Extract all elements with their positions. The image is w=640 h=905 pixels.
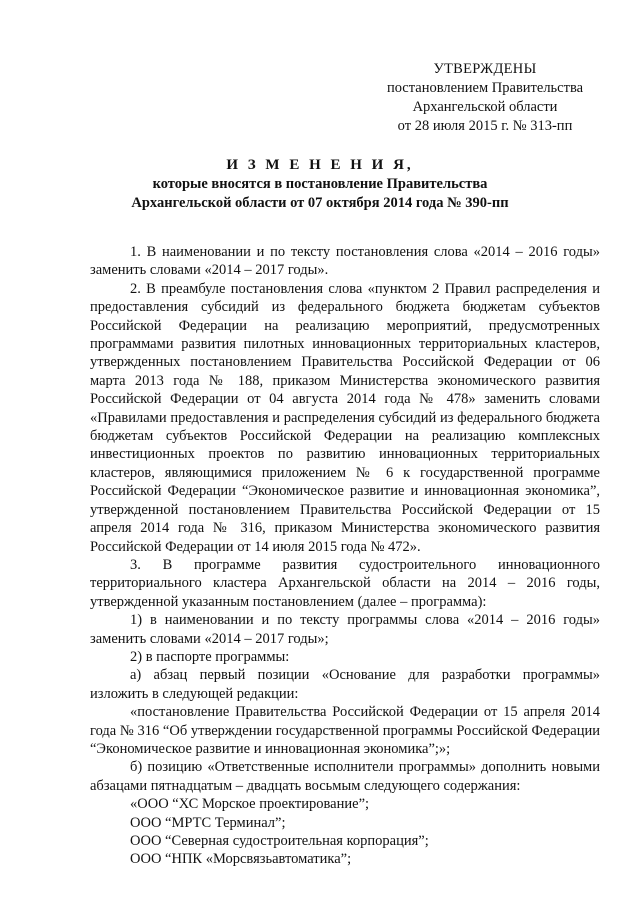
approval-line: Архангельской области [412,99,558,115]
approval-line: постановлением Правительства [386,80,584,96]
approval-title: УТВЕРЖДЕНЫ [433,61,537,77]
list-item: ООО “НПК «Морсвязьавтоматика”; [130,851,352,868]
paragraph: 2. В преамбуле постановления слова «пунктом 2 Правил распределения и предоставления субсидий из федерального бюджета бюджетам субъектов Российской Федерации на реализацию мероприятий, предусмотренных программами развития пилотных инновационных территориальных кластеров, утвержденных постановлением Правительства Российской Федерации от 06 марта 2013 года № 188, приказом Министерства экономического развития Российской Федерации от 04 августа 2014 года № 478» заменить словами «Правилами предоставления и распределения субсидий из федерального бюджета бюджетам субъектов Российской Федерации на реализацию комплексных инвестиционных проектов по развитию инновационных территориальных кластеров, являющимися приложением № 6 к государственной программе Российской Федерации “Экономическое развитие и инновационная экономика”, утвержденной постановлением Правительства Российской Федерации от 15 апреля 2014 года № 316, приказом Министерства экономического развития Российской Федерации от 14 июля 2015 года № 472». [90,280,600,555]
paragraph: 1. В наименовании и по тексту постановления слова «2014 – 2016 годы» заменить словами «2014 – 2017 годы». [90,244,600,279]
paragraph: 1) в наименовании и по тексту программы слова «2014 – 2016 годы» заменить словами «2014 – 2017 годы»; [90,612,600,647]
document-body [90,243,600,869]
document-subtitle: которые вносятся в постановление Правительства [152,176,488,192]
approval-date-line: от 28 июля 2015 г. № 313-пп [397,118,573,134]
paragraph: «постановление Правительства Российской Федерации от 15 апреля 2014 года № 316 “Об утверждении государственной программы Российской Федерации “Экономическое развитие и инновационная экономика”;»; [90,704,600,757]
paragraph: 3. В программе развития судостроительного инновационного территориального кластера Архангельской области на 2014 – 2016 годы, утвержденной указанным постановлением (далее – программа): [90,556,600,610]
paragraph: б) позицию «Ответственные исполнители программы» дополнить новыми абзацами пятнадцатым – двадцать восьмым следующего содержания: [90,759,600,794]
list-item: ООО “МРТС Терминал”; [130,814,286,831]
list-item: «ООО “ХС Морское проектирование”; [130,796,370,813]
paragraph: 2) в паспорте программы: [130,648,290,665]
paragraph: а) абзац первый позиции «Основание для разработки программы» изложить в следующей редакции: [90,667,600,702]
list-item: ООО “Северная судостроительная корпорация”; [130,833,429,849]
document-heading [70,156,570,213]
document-subtitle: Архангельской области от 07 октября 2014 года № 390-пп [131,195,509,211]
document-title: И З М Е Н Е Н И Я, [226,157,414,173]
approval-stamp [370,60,600,136]
